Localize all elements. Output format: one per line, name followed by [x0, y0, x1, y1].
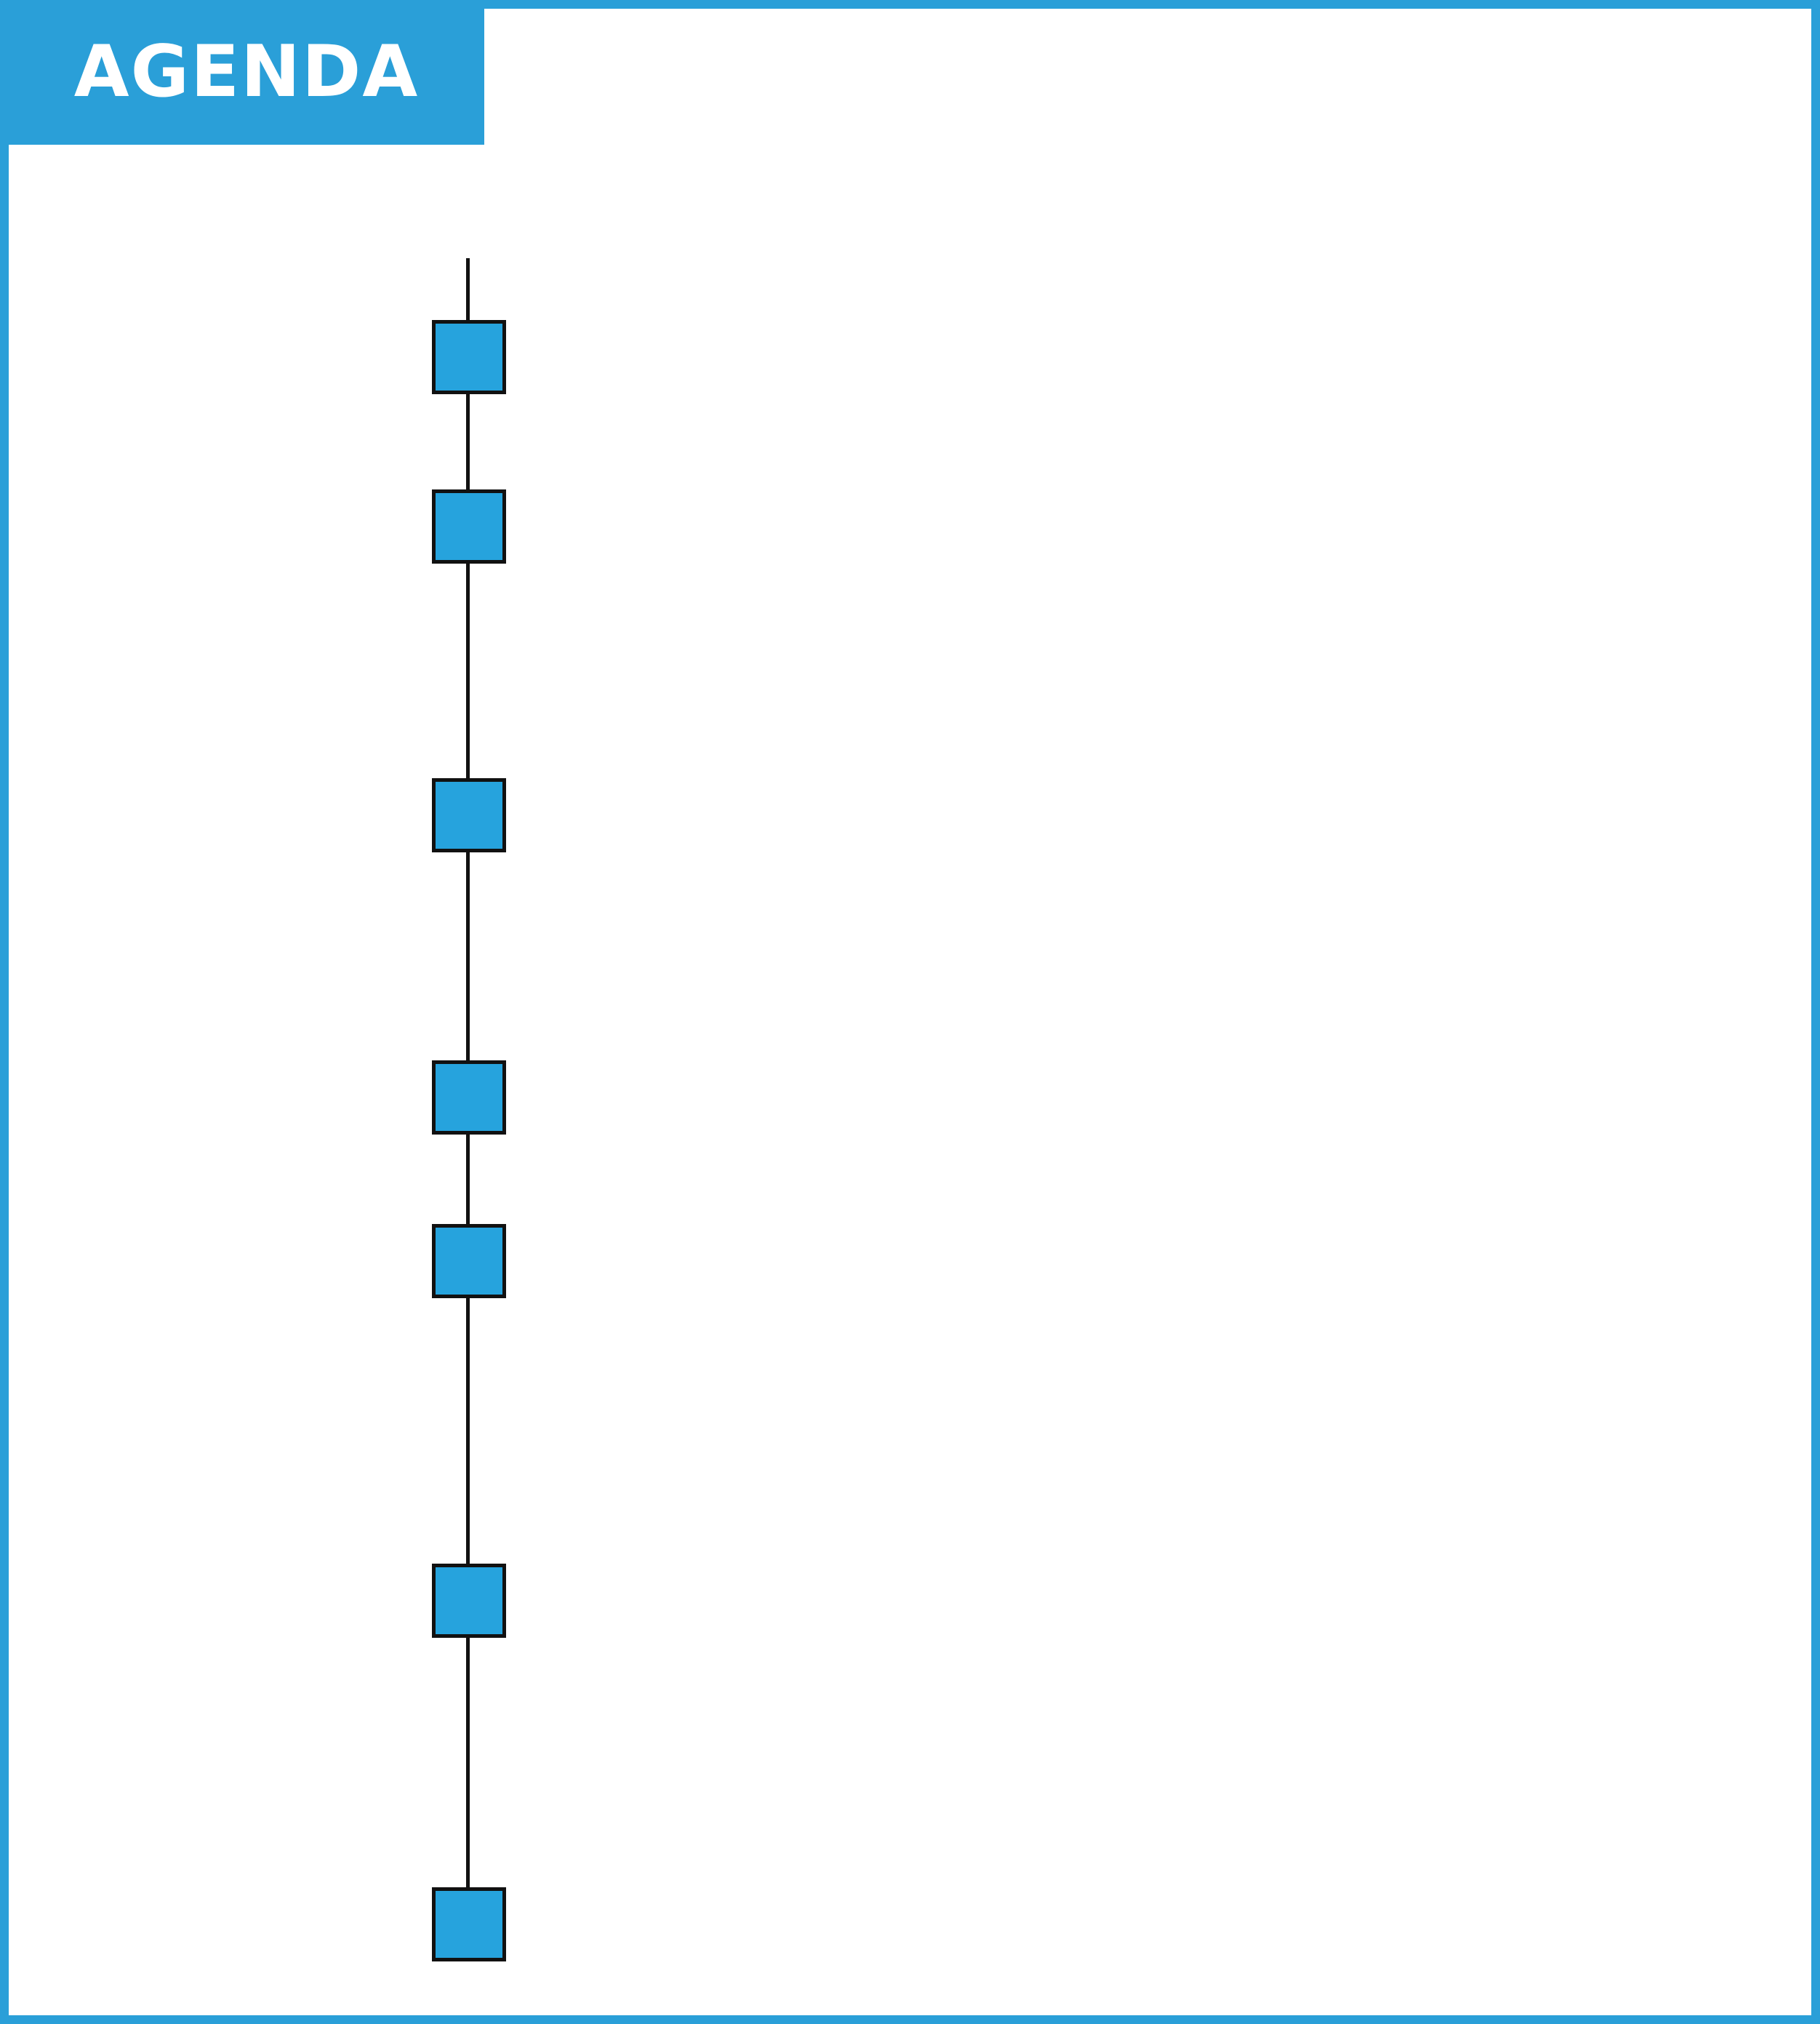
timeline-marker-6 [432, 1564, 506, 1638]
timeline-marker-3 [432, 778, 506, 852]
timeline-marker-7 [432, 1887, 506, 1961]
header-tab [9, 9, 484, 145]
timeline-marker-2 [432, 489, 506, 564]
timeline-marker-5 [432, 1224, 506, 1298]
timeline-marker-4 [432, 1060, 506, 1135]
page-title: AGENDA [73, 30, 420, 113]
timeline-marker-1 [432, 320, 506, 394]
